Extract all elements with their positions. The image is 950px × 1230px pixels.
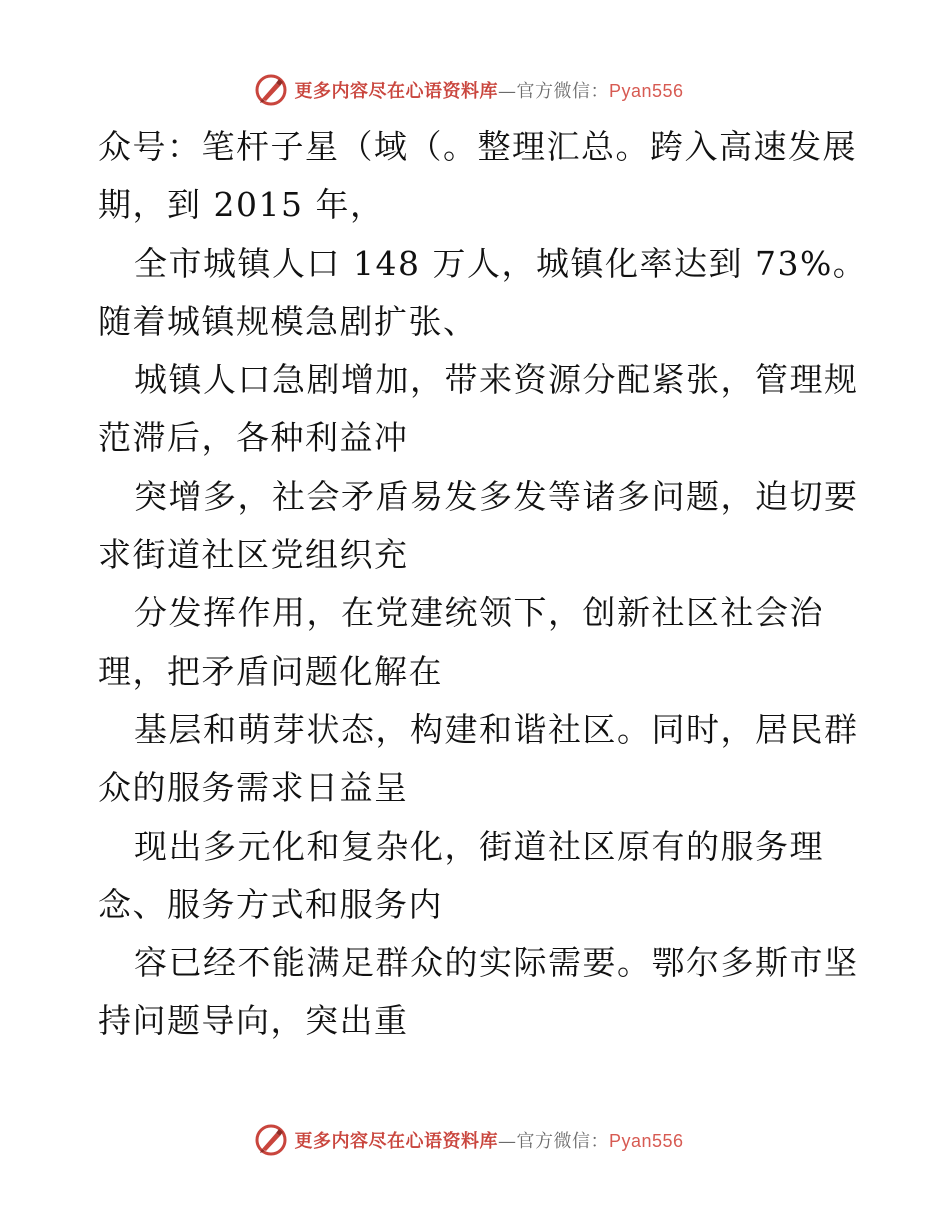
body-text-line: 分发挥作用，在党建统领下，创新社区社会治 — [134, 593, 824, 633]
body-text-line: 城镇人口急剧增加，带来资源分配紧张，管理规 — [134, 360, 859, 400]
pen-nib-logo-icon — [254, 1123, 288, 1157]
body-text-line: 念、服务方式和服务内 — [98, 884, 443, 924]
body-text-line: 求街道社区党组织充 — [98, 535, 409, 575]
footer-banner-text — [294, 1127, 683, 1153]
header-banner-content — [254, 73, 683, 107]
body-text-line: 众的服务需求日益呈 — [98, 768, 409, 808]
official-label: 官方微信： — [516, 1131, 609, 1152]
separator: — — [497, 81, 517, 102]
pen-nib-logo-icon — [254, 73, 288, 107]
body-text-line: 全市城镇人口 148 万人，城镇化率达到 73%。 — [134, 243, 868, 283]
body-text-line: 容已经不能满足群众的实际需要。鄂尔多斯市坚 — [134, 943, 859, 983]
official-label: 官方微信： — [516, 81, 609, 102]
body-text-line: 随着城镇规模急剧扩张、 — [98, 301, 478, 341]
wechat-id: Pyan556 — [608, 81, 684, 101]
body-text-line: 基层和萌芽状态，构建和谐社区。同时，居民群 — [134, 709, 859, 749]
body-text-line: 现出多元化和复杂化，街道社区原有的服务理 — [134, 826, 824, 866]
body-text-line: 众号：笔杆子星（域（。整理汇总。跨入高速发展 — [98, 127, 857, 166]
body-text-line: 突增多，社会矛盾易发多发等诸多问题，迫切要 — [134, 476, 859, 516]
separator: — — [497, 1131, 517, 1152]
wechat-id: Pyan556 — [608, 1131, 684, 1151]
body-text-line: 范滞后，各种利益冲 — [98, 418, 409, 458]
header-banner-text — [294, 77, 683, 103]
body-text-line: 理，把矛盾问题化解在 — [98, 651, 443, 691]
document-body — [98, 118, 868, 1051]
footer-banner-content — [254, 1123, 683, 1157]
body-text-line: 期，到 2015 年， — [98, 185, 385, 225]
brand-name: 更多内容尽在心语资料库 — [294, 81, 498, 102]
brand-name: 更多内容尽在心语资料库 — [294, 1131, 498, 1152]
header-banner — [0, 70, 950, 110]
body-text-line: 持问题导向，突出重 — [98, 1001, 409, 1041]
footer-banner — [0, 1120, 950, 1160]
